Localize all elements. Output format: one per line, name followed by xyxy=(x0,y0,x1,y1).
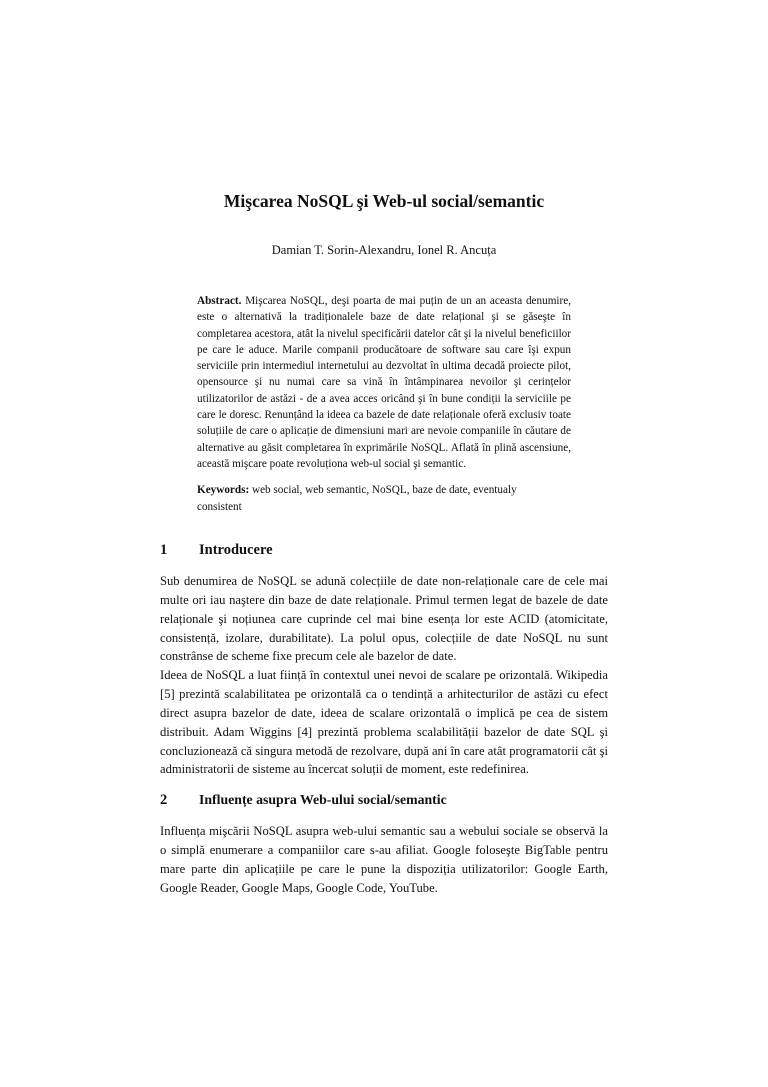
section-1-title: Introducere xyxy=(199,542,273,558)
section-1-paragraph: Ideea de NoSQL a luat ființă în contextul unei nevoi de scalare pe orizontală. Wikipedia [5] prezintă scalabilitatea pe orizontală ca o tendință a arhitecturilor de astăzi cu efect direct asupra bazelor de date, ideea de scalare orizontală o implică pe cea de sistem distribuit. Adam Wiggins [4] prezintă problema scalabilității bazelor de date SQL şi concluzionează că singura metodă de rezolvare, după ani în care atât programatorii cât şi administratorii de sisteme au încercat soluții de moment, este redefinirea. xyxy=(160,668,608,777)
section-2-title: Influențe asupra Web-ului social/semantic xyxy=(199,792,447,807)
section-1-heading xyxy=(160,541,608,559)
section-2-body xyxy=(160,822,608,897)
paper-authors: Damian T. Sorin-Alexandru, Ionel R. Ancuța xyxy=(271,243,497,257)
section-2-heading xyxy=(160,791,608,809)
section-1-number: 1 xyxy=(160,542,168,558)
section-1-paragraph: Sub denumirea de NoSQL se adună colecțiile de date non-relaționale care de cele mai multe ori iau naştere din baze de date relaționale. Primul termen legat de bazele de date relaționale şi noțiunea care cuprinde cel mai bine esența lor este ACID (atomicitate, consistență, izolare, durabilitate). La polul opus, colecțiile de date NoSQL nu sunt constrânse de scheme fixe precum cele ale bazelor de date. xyxy=(160,574,608,664)
keywords-label: Keywords: xyxy=(197,484,250,496)
section-2-number: 2 xyxy=(160,792,168,808)
section-1-body xyxy=(160,572,608,779)
keywords-block xyxy=(197,482,571,515)
paper-title: Mişcarea NoSQL şi Web-ul social/semantic xyxy=(223,191,545,211)
keywords-text: web social, web semantic, NoSQL, baze de date, eventualy consistent xyxy=(197,484,517,513)
section-2-paragraph: Influența mişcării NoSQL asupra web-ului semantic sau a webului sociale se observă la o simplă enumerare a companiilor care s-au afiliat. Google foloseşte BigTable pentru mare parte din aplicațiile pe care le pune la dispoziția utilizatorilor: Google Earth, Google Reader, Google Maps, Google Code, YouTube. xyxy=(160,824,608,895)
abstract-label: Abstract. xyxy=(197,295,242,307)
abstract-text: Mişcarea NoSQL, deşi poarta de mai puțin de un an aceasta denumire, este o alternativă la tradiționalele baze de date relațional şi se găseşte în completarea acestora, atât la nivelul specificării datelor cât şi la nivelul beneficiilor pe care le aduce. Marile companii producătoare de software sau care îşi expun serviciile prin intermediul internetului au dezvoltat în ultima decadă proiecte pilot, opensource şi nu numai care sa vină în întâmpinarea nevoilor şi cerințelor utilizatorilor de astăzi - de a avea acces oricând şi în bune condiții la serviciile pe care le doresc. Renunțând la ideea ca bazele de date relaționale oferă exclusiv toate soluțiile de care o aplicație de dimensiuni mari are nevoie companiile în căutare de alternative au găsit completarea în exprimările NoSQL. Aflată în plină ascensiune, această mişcare poate revoluționa web-ul social şi semantic. xyxy=(197,295,571,470)
abstract-block xyxy=(197,293,571,472)
